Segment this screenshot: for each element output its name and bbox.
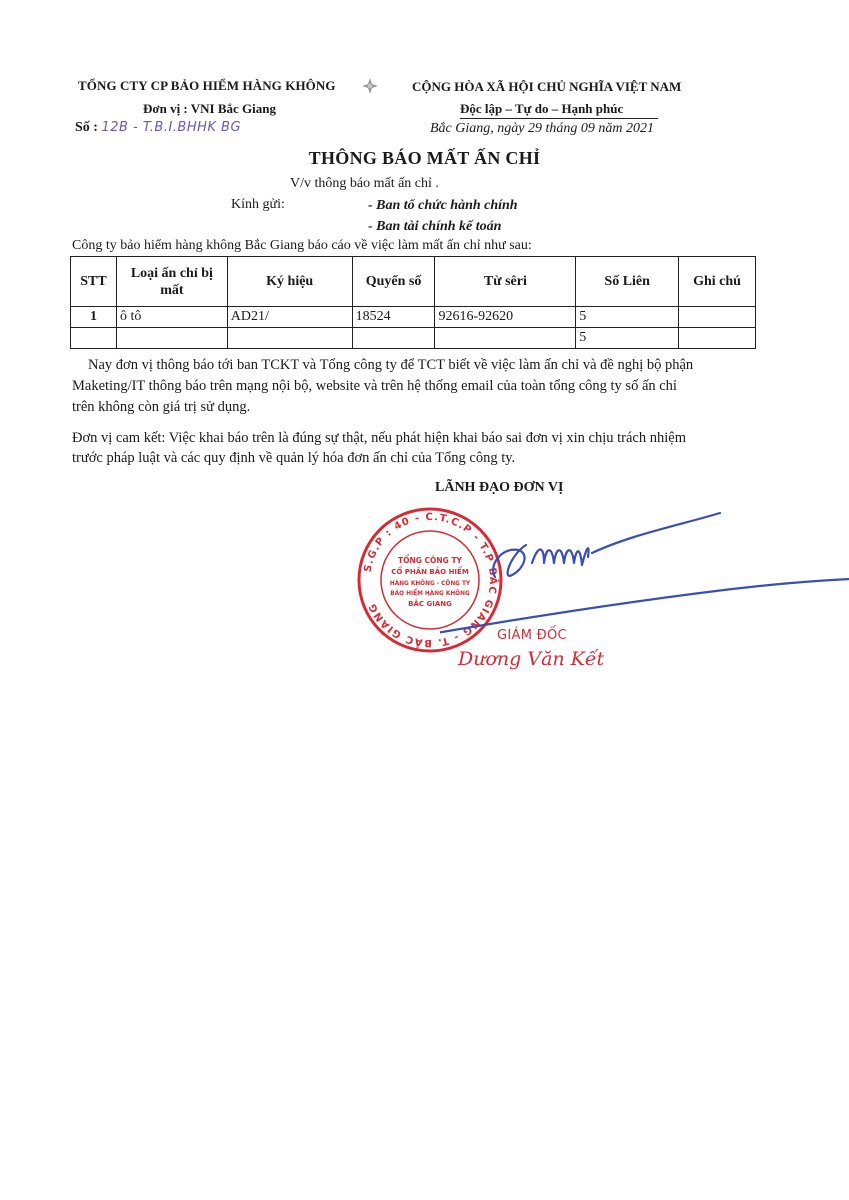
lost-documents-table [70, 256, 756, 349]
stamp-line: CỔ PHẦN BẢO HIỂM [391, 568, 469, 576]
body-paragraph-line: Maketing/IT thông báo trên mạng nội bộ, website và trên hệ thống email của toàn tổng công ty số ấn chỉ [72, 378, 677, 394]
header-copies: Số Liên [576, 257, 679, 307]
company-name: TỔNG CTY CP BẢO HIỂM HÀNG KHÔNG [78, 78, 336, 93]
stamp-line: BẢO HIỂM HÀNG KHÔNG [390, 591, 470, 597]
signatory-title: GIÁM ĐỐC [497, 628, 567, 643]
body-paragraph-line: Nay đơn vị thông báo tới ban TCKT và Tổng công ty để TCT biết về việc làm ấn chỉ và đề nghị bộ phận [88, 357, 694, 373]
motto-underline [460, 118, 658, 119]
nation-title: CỘNG HÒA XÃ HỘI CHỦ NGHĨA VIỆT NAM [412, 79, 682, 94]
cell-symbol: AD21/ [227, 307, 352, 328]
header-serial: Từ sêri [435, 257, 576, 307]
stamp-line: BẮC GIANG [408, 600, 452, 608]
document-number-value: 12B - T.B.I.BHHK BG [101, 120, 242, 135]
body-paragraph-line: trên không còn giá trị sử dụng. [72, 399, 251, 415]
table-header-row [71, 257, 756, 307]
cell-stt: 1 [71, 307, 117, 328]
cell-symbol [227, 328, 352, 349]
cell-book-number [352, 328, 435, 349]
signature-heading: LÃNH ĐẠO ĐƠN VỊ [435, 480, 564, 495]
cell-type: ô tô [116, 307, 227, 328]
document-subject: V/v thông báo mất ấn chỉ . [290, 176, 439, 191]
date-line: Bắc Giang, ngày 29 tháng 09 năm 2021 [430, 121, 654, 136]
stamp-ring-text: S.G.P : 40 - C.T.C.P - T.P BẮC GIANG - T. BẮC GIANG [362, 511, 499, 649]
cell-stt [71, 328, 117, 349]
cell-note [679, 328, 756, 349]
cell-book-number: 18524 [352, 307, 435, 328]
table-row [71, 328, 756, 349]
document-title: THÔNG BÁO MẤT ẤN CHỈ [308, 148, 541, 168]
header-symbol: Ký hiệu [227, 257, 352, 307]
cell-serial: 92616-92620 [435, 307, 576, 328]
cell-copies: 5 [576, 307, 679, 328]
cell-type [116, 328, 227, 349]
header-note: Ghi chú [679, 257, 756, 307]
cell-serial [435, 328, 576, 349]
handwritten-signature [440, 505, 849, 645]
stamp-line: TỔNG CÔNG TY [397, 556, 463, 565]
stamp-line: HÀNG KHÔNG - CÔNG TY [389, 581, 471, 587]
table-row [71, 307, 756, 328]
cell-copies: 5 [576, 328, 679, 349]
recipient-item: - Ban tổ chức hành chính [368, 198, 518, 213]
cell-note [679, 307, 756, 328]
nation-motto: Độc lập – Tự do – Hạnh phúc [460, 101, 624, 116]
recipient-label: Kính gửi: [231, 197, 285, 212]
signatory-name: Dương Văn Kết [458, 648, 605, 670]
commitment-paragraph-line: trước pháp luật và các quy định về quản lý hóa đơn ấn chỉ của Tổng công ty. [72, 450, 516, 466]
header-type: Loại ấn chỉ bị mất [116, 257, 227, 307]
document-number [75, 120, 241, 136]
emblem-icon [362, 78, 378, 94]
commitment-paragraph-line: Đơn vị cam kết: Việc khai báo trên là đúng sự thật, nếu phát hiện khai báo sai đơn vị xin chịu trách nhiệm [72, 430, 686, 446]
header-stt: STT [71, 257, 117, 307]
unit-name: Đơn vị : VNI Bắc Giang [143, 101, 277, 116]
document-number-label: Số : [75, 120, 98, 135]
recipient-item: - Ban tài chính kế toán [368, 219, 502, 234]
intro-text: Công ty bảo hiểm hàng không Bắc Giang báo cáo về việc làm mất ấn chỉ như sau: [72, 238, 532, 253]
header-book-number: Quyển số [352, 257, 435, 307]
